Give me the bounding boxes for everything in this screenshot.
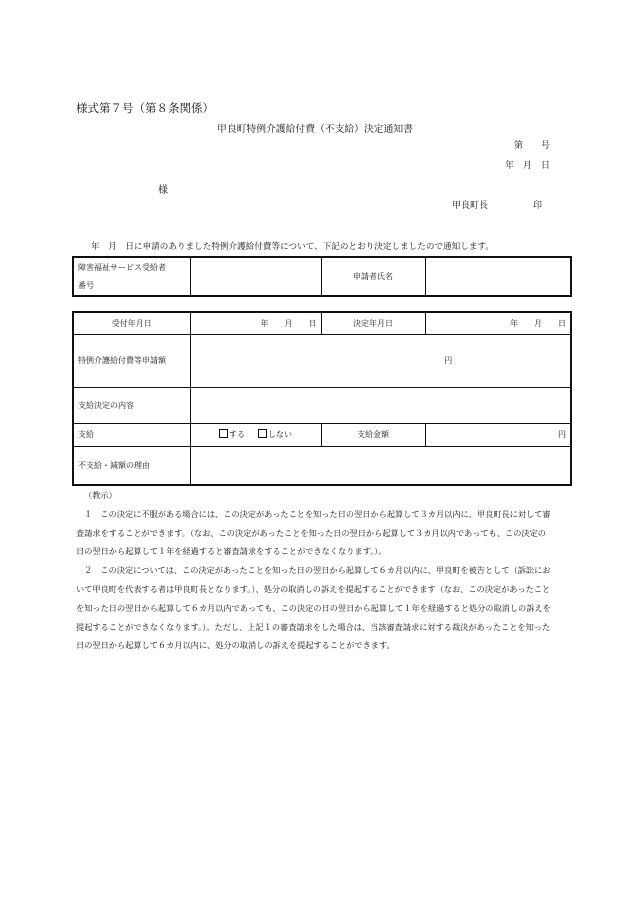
document-title: 甲良町特例介護給付費（不支給）決定通知書 [217, 124, 413, 135]
form-number-label: 様式第７号（第８条関係） [76, 101, 214, 115]
reason-label: 不支給・減額の理由 [73, 446, 190, 485]
decision-date-field[interactable]: 年 月 日 [425, 312, 571, 334]
recipient-number-label: 障害福祉サービス受給者 番号 [73, 257, 190, 296]
payment-amount-field[interactable] [425, 423, 571, 446]
applicant-name-label: 申請者氏名 [321, 257, 425, 296]
payment-options [190, 423, 321, 446]
checkbox-no[interactable] [258, 429, 267, 438]
mayor-signature-line: 甲良町長 印 [452, 201, 543, 211]
received-date-field[interactable]: 年 月 日 [190, 312, 321, 334]
intro-text: 年 月 日に申請のありました特例介護給付費等について、下記のとおり決定しましたので通知します。 [91, 242, 494, 252]
checkbox-yes[interactable] [219, 429, 228, 438]
payment-amount-label: 支給金額 [321, 423, 425, 446]
reason-field[interactable] [190, 446, 571, 485]
option-no-label: しない [268, 430, 293, 439]
instructions-item-2: ２ この決定については、この決定があったことを知った日の翌日から起算して６カ月以内に、甲良町を被告として（訴訟において甲良町を代表する者は甲良町長となります。）、処分の取消しの訴えを提起することができます（なお、この決定があったことを知った日の翌日から起算して６カ月以内であっても、この決定の日の翌日から起算して１年を経過すると処分の取消しの訴えを提起することができなくなります。）。ただし、上記１の審査請求をした場合は、当該審査請求に対する裁決があったことを知った日の翌日から起算して６カ月以内に、処分の取消しの訴えを提起することができます。 [76, 565, 551, 651]
amount-applied-field[interactable] [190, 334, 571, 387]
amount-applied-label: 特例介護給付費等申請額 [73, 334, 190, 387]
payment-label: 支給 [73, 423, 190, 446]
option-yes-label: する [228, 430, 245, 439]
decision-content-label: 支給決定の内容 [73, 387, 190, 423]
instructions-section [76, 486, 554, 655]
decision-table [72, 311, 572, 486]
applicant-name-field[interactable] [425, 257, 571, 296]
instructions-heading: （教示） [84, 490, 117, 500]
recipient-number-field[interactable] [190, 257, 321, 296]
received-date-label: 受付年月日 [73, 312, 190, 334]
decision-content-field[interactable] [190, 387, 571, 423]
applicant-table [72, 256, 572, 297]
amount-applied-unit: 円 [444, 356, 453, 365]
addressee-suffix: 様 [158, 185, 168, 196]
document-date-line: 年 月 日 [504, 161, 550, 171]
decision-date-label: 決定年月日 [321, 312, 425, 334]
instructions-item-1: １ この決定に不服がある場合には、この決定があったことを知った日の翌日から起算して３カ月以内に、甲良町長に対して審査請求をすることができます。（なお、この決定があったことを知った日の翌日から起算して３カ月以内であっても、この決定の日の翌日から起算して１年を経過すると審査請求をすることができなくなります。）。 [76, 508, 551, 557]
payment-amount-unit: 円 [558, 430, 566, 439]
document-number-line: 第 号 [513, 141, 550, 151]
